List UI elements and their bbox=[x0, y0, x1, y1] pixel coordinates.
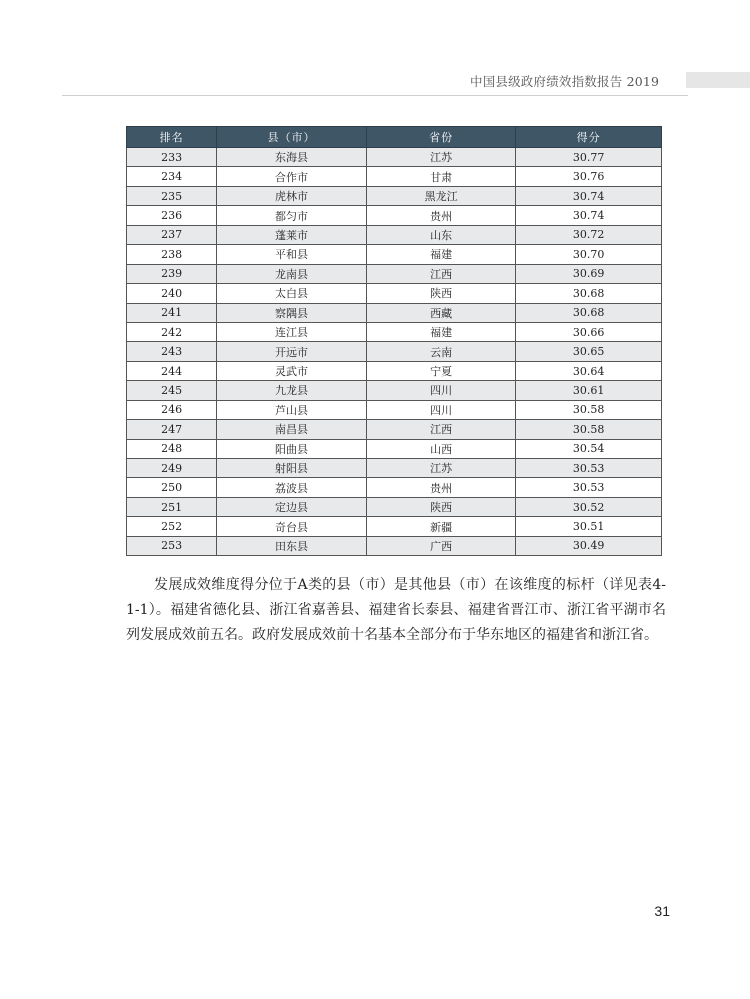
score-cell: 30.64 bbox=[516, 361, 662, 380]
rank-cell: 237 bbox=[127, 225, 217, 244]
county-cell: 龙南县 bbox=[217, 264, 367, 283]
province-cell: 四川 bbox=[366, 381, 515, 400]
province-cell: 宁夏 bbox=[366, 361, 515, 380]
table-row bbox=[127, 264, 662, 283]
score-cell: 30.58 bbox=[516, 420, 662, 439]
table-row bbox=[127, 478, 662, 497]
score-cell: 30.66 bbox=[516, 322, 662, 341]
table-row bbox=[127, 536, 662, 555]
body-paragraph: 发展成效维度得分位于A类的县（市）是其他县（市）在该维度的标杆（详见表4-1-1）。福建省德化县、浙江省嘉善县、福建省长泰县、福建省晋江市、浙江省平湖市名列发展成效前五名。政府发展成效前十名基本全部分布于华东地区的福建省和浙江省。 bbox=[126, 577, 666, 643]
score-cell: 30.51 bbox=[516, 517, 662, 536]
table-row bbox=[127, 459, 662, 478]
province-cell: 甘肃 bbox=[366, 167, 515, 186]
county-cell: 虎林市 bbox=[217, 186, 367, 205]
score-cell: 30.65 bbox=[516, 342, 662, 361]
score-cell: 30.68 bbox=[516, 284, 662, 303]
table-row bbox=[127, 245, 662, 264]
county-cell: 察隅县 bbox=[217, 303, 367, 322]
province-cell: 江西 bbox=[366, 420, 515, 439]
running-header-title: 中国县级政府绩效指数报告 2019 bbox=[470, 74, 660, 89]
rank-cell: 239 bbox=[127, 264, 217, 283]
score-cell: 30.53 bbox=[516, 478, 662, 497]
column-header-rank: 排名 bbox=[127, 127, 217, 148]
county-cell: 都匀市 bbox=[217, 206, 367, 225]
province-cell: 陕西 bbox=[366, 497, 515, 516]
rank-cell: 248 bbox=[127, 439, 217, 458]
score-cell: 30.74 bbox=[516, 186, 662, 205]
rank-cell: 244 bbox=[127, 361, 217, 380]
score-cell: 30.77 bbox=[516, 148, 662, 167]
province-cell: 福建 bbox=[366, 322, 515, 341]
table-row bbox=[127, 420, 662, 439]
rank-cell: 235 bbox=[127, 186, 217, 205]
county-cell: 射阳县 bbox=[217, 459, 367, 478]
rank-cell: 241 bbox=[127, 303, 217, 322]
county-cell: 芦山县 bbox=[217, 400, 367, 419]
province-cell: 贵州 bbox=[366, 478, 515, 497]
county-cell: 东海县 bbox=[217, 148, 367, 167]
province-cell: 江西 bbox=[366, 264, 515, 283]
rank-cell: 252 bbox=[127, 517, 217, 536]
score-cell: 30.72 bbox=[516, 225, 662, 244]
table-row bbox=[127, 322, 662, 341]
province-cell: 黑龙江 bbox=[366, 186, 515, 205]
table-row bbox=[127, 167, 662, 186]
county-cell: 九龙县 bbox=[217, 381, 367, 400]
rank-cell: 247 bbox=[127, 420, 217, 439]
rank-cell: 251 bbox=[127, 497, 217, 516]
header-divider bbox=[62, 95, 688, 96]
table-row bbox=[127, 497, 662, 516]
rank-cell: 233 bbox=[127, 148, 217, 167]
province-cell: 西藏 bbox=[366, 303, 515, 322]
table-row bbox=[127, 303, 662, 322]
score-cell: 30.54 bbox=[516, 439, 662, 458]
rank-cell: 249 bbox=[127, 459, 217, 478]
province-cell: 新疆 bbox=[366, 517, 515, 536]
table-row bbox=[127, 517, 662, 536]
rank-cell: 240 bbox=[127, 284, 217, 303]
county-cell: 定边县 bbox=[217, 497, 367, 516]
province-cell: 福建 bbox=[366, 245, 515, 264]
county-cell: 阳曲县 bbox=[217, 439, 367, 458]
column-header-province: 省份 bbox=[366, 127, 515, 148]
header-tab-marker bbox=[686, 72, 750, 88]
table-row bbox=[127, 439, 662, 458]
county-cell: 荔波县 bbox=[217, 478, 367, 497]
table-header-row bbox=[127, 127, 662, 148]
province-cell: 山西 bbox=[366, 439, 515, 458]
table-body bbox=[127, 148, 662, 556]
page-number: 31 bbox=[654, 903, 670, 919]
score-cell: 30.58 bbox=[516, 400, 662, 419]
rank-cell: 242 bbox=[127, 322, 217, 341]
table-row bbox=[127, 186, 662, 205]
county-cell: 田东县 bbox=[217, 536, 367, 555]
rank-cell: 253 bbox=[127, 536, 217, 555]
score-cell: 30.52 bbox=[516, 497, 662, 516]
province-cell: 广西 bbox=[366, 536, 515, 555]
county-cell: 合作市 bbox=[217, 167, 367, 186]
county-cell: 蓬莱市 bbox=[217, 225, 367, 244]
province-cell: 贵州 bbox=[366, 206, 515, 225]
table-row bbox=[127, 206, 662, 225]
county-cell: 灵武市 bbox=[217, 361, 367, 380]
rank-cell: 234 bbox=[127, 167, 217, 186]
ranking-table bbox=[126, 126, 662, 556]
rank-cell: 250 bbox=[127, 478, 217, 497]
table-row bbox=[127, 361, 662, 380]
score-cell: 30.74 bbox=[516, 206, 662, 225]
rank-cell: 245 bbox=[127, 381, 217, 400]
score-cell: 30.53 bbox=[516, 459, 662, 478]
table-row bbox=[127, 284, 662, 303]
rank-cell: 236 bbox=[127, 206, 217, 225]
county-cell: 连江县 bbox=[217, 322, 367, 341]
score-cell: 30.49 bbox=[516, 536, 662, 555]
table-row bbox=[127, 225, 662, 244]
score-cell: 30.68 bbox=[516, 303, 662, 322]
score-cell: 30.70 bbox=[516, 245, 662, 264]
rank-cell: 246 bbox=[127, 400, 217, 419]
table-row bbox=[127, 342, 662, 361]
rank-cell: 238 bbox=[127, 245, 217, 264]
table-row bbox=[127, 148, 662, 167]
province-cell: 江苏 bbox=[366, 459, 515, 478]
county-cell: 平和县 bbox=[217, 245, 367, 264]
province-cell: 山东 bbox=[366, 225, 515, 244]
county-cell: 太白县 bbox=[217, 284, 367, 303]
county-cell: 奇台县 bbox=[217, 517, 367, 536]
column-header-county: 县（市） bbox=[217, 127, 367, 148]
county-cell: 开远市 bbox=[217, 342, 367, 361]
score-cell: 30.61 bbox=[516, 381, 662, 400]
province-cell: 云南 bbox=[366, 342, 515, 361]
province-cell: 陕西 bbox=[366, 284, 515, 303]
table-row bbox=[127, 381, 662, 400]
county-cell: 南昌县 bbox=[217, 420, 367, 439]
province-cell: 四川 bbox=[366, 400, 515, 419]
score-cell: 30.69 bbox=[516, 264, 662, 283]
table-row bbox=[127, 400, 662, 419]
column-header-score: 得分 bbox=[516, 127, 662, 148]
province-cell: 江苏 bbox=[366, 148, 515, 167]
score-cell: 30.76 bbox=[516, 167, 662, 186]
rank-cell: 243 bbox=[127, 342, 217, 361]
